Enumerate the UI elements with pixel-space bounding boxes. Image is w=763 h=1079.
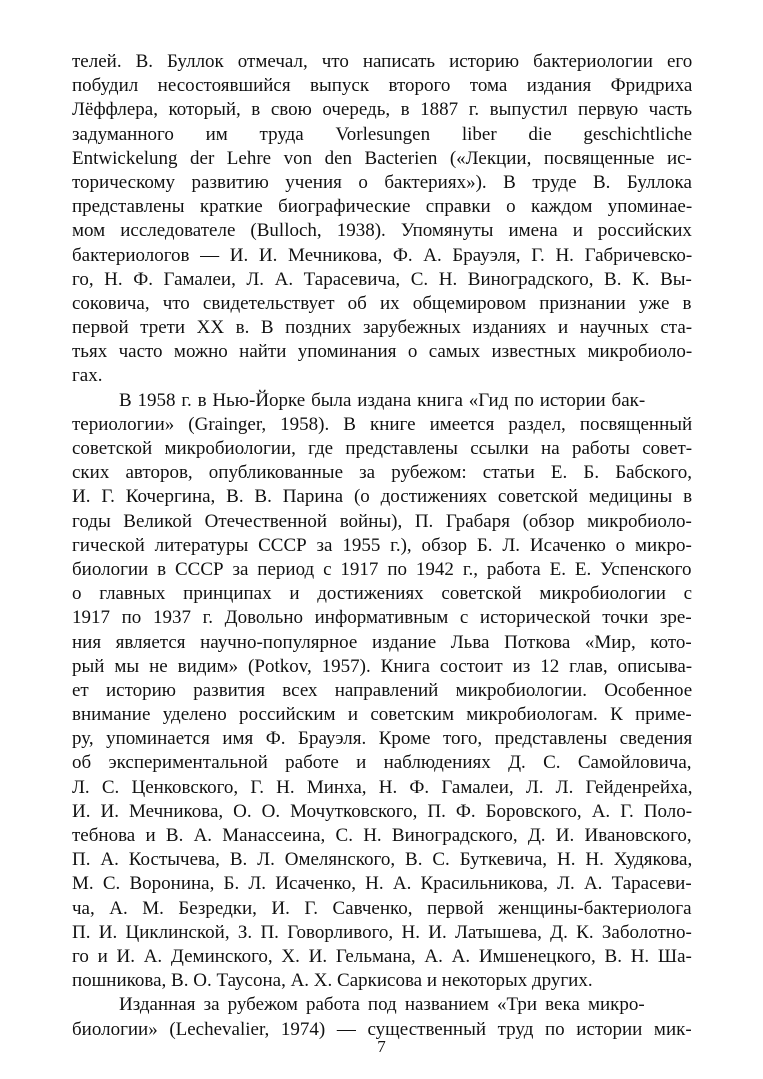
text-line: М. С. Воронина, Б. Л. Исаченко, Н. А. Красильникова, Л. А. Тарасеви- <box>72 873 692 895</box>
text-line: го и И. А. Деминского, Х. И. Гельмана, А. А. Имшенецкого, В. Н. Ша- <box>72 945 692 967</box>
paragraph-2 <box>72 389 692 994</box>
page-body <box>72 50 692 1042</box>
text-line: биологии в СССР за период с 1917 по 1942 г., работа Е. Е. Успенского <box>72 558 692 580</box>
text-line: рый мы не видим» (Potkov, 1957). Книга состоит из 12 глав, описыва- <box>72 655 693 677</box>
text-line: П. И. Циклинской, З. П. Говорливого, Н. И. Латышева, Д. К. Заболотно- <box>72 921 692 943</box>
text-line: тебнова и В. А. Манассеина, С. Н. Виноградского, Д. И. Ивановского, <box>72 825 692 846</box>
text-line: В 1958 г. в Нью-Йорке была издана книга «Гид по истории бак- <box>119 389 646 411</box>
text-line: годы Великой Отечественной войны), П. Грабаря (обзор микробиоло- <box>72 510 692 532</box>
text-line: П. А. Костычева, В. Л. Омелянского, В. С. Буткевича, Н. Н. Худякова, <box>72 849 693 871</box>
text-line: бактериологов — И. И. Мечникова, Ф. А. Брауэля, Г. Н. Габричевско- <box>72 244 693 266</box>
text-line: торическому развитию учения о бактериях»). В труде В. Буллока <box>72 171 692 193</box>
text-line: биологии» (Lechevalier, 1974) — существенный труд по истории мик- <box>72 1018 692 1040</box>
text-line: пошникова, В. О. Таусона, А. Х. Саркисова и некоторых других. <box>72 970 593 992</box>
text-line: 1917 по 1937 г. Довольно информативным с исторической точки зре- <box>72 607 692 629</box>
text-line: о главных принципах и достижениях советской микробиологии с <box>72 583 693 605</box>
text-line: го, Н. Ф. Гамалеи, Л. А. Тарасевича, С. Н. Виноградского, В. К. Вы- <box>72 268 692 290</box>
text-line: ет историю развития всех направлений микробиологии. Особенное <box>72 679 693 701</box>
text-line: мом исследователе (Bulloch, 1938). Упомянуты имена и российских <box>72 220 692 242</box>
text-line: И. И. Мечникова, О. О. Мочутковского, П. Ф. Боровского, А. Г. Поло- <box>72 800 693 822</box>
text-line: ру, упоминается имя Ф. Брауэля. Кроме того, представлены сведения <box>72 728 693 750</box>
text-line: Лёффлера, который, в свою очередь, в 1887 г. выпустил первую часть <box>72 99 693 121</box>
paragraph-1 <box>72 50 692 389</box>
text-line: ния является научно-популярное издание Льва Поткова «Мир, кото- <box>72 631 692 653</box>
text-line: гах. <box>72 365 103 387</box>
text-line: Entwickelung der Lehre von den Bacterien («Лекции, посвященные ис- <box>72 147 692 169</box>
text-line: ча, А. М. Безредки, И. Г. Савченко, первой женщины-бактериолога <box>72 897 692 919</box>
text-line: задуманного им труда Vorlesungen liber die geschichtliche <box>72 123 693 145</box>
text-line: ских авторов, опубликованные за рубежом: статьи Е. Б. Бабского, <box>72 462 692 484</box>
text-line: И. Г. Кочергина, В. В. Парина (о достижениях советской медицины в <box>72 486 693 508</box>
text-line: советской микробиологии, где представлены ссылки на работы совет- <box>72 438 693 459</box>
text-line: об экспериментальной работе и наблюдениях Д. С. Самойловича, <box>72 752 692 774</box>
text-line: побудил несостоявшийся выпуск второго тома издания Фридриха <box>72 75 693 97</box>
page-number: 7 <box>377 1037 386 1056</box>
text-line: соковича, что свидетельствует об их общемировом признании уже в <box>72 292 692 314</box>
text-line: тьях часто можно найти упоминания о самых известных микробиоло- <box>72 341 693 363</box>
text-line: гической литературы СССР за 1955 г.), обзор Б. Л. Исаченко о микро- <box>72 534 692 556</box>
text-line: первой трети XX в. В поздних зарубежных изданиях и научных ста- <box>72 317 693 339</box>
text-line: представлены краткие биографические справки о каждом упоминае- <box>72 196 693 218</box>
text-line: внимание уделено российским и советским микробиологам. К приме- <box>72 704 692 726</box>
text-line: Л. С. Ценковского, Г. Н. Минха, Н. Ф. Гамалеи, Л. Л. Гейденрейха, <box>72 776 693 798</box>
text-line: териологии» (Grainger, 1958). В книге имеется раздел, посвященный <box>72 413 693 435</box>
text-line: телей. В. Буллок отмечал, что написать историю бактериологии его <box>72 51 693 72</box>
text-line: Изданная за рубежом работа под названием «Три века микро- <box>119 994 645 1016</box>
paragraph-3 <box>72 993 692 1041</box>
